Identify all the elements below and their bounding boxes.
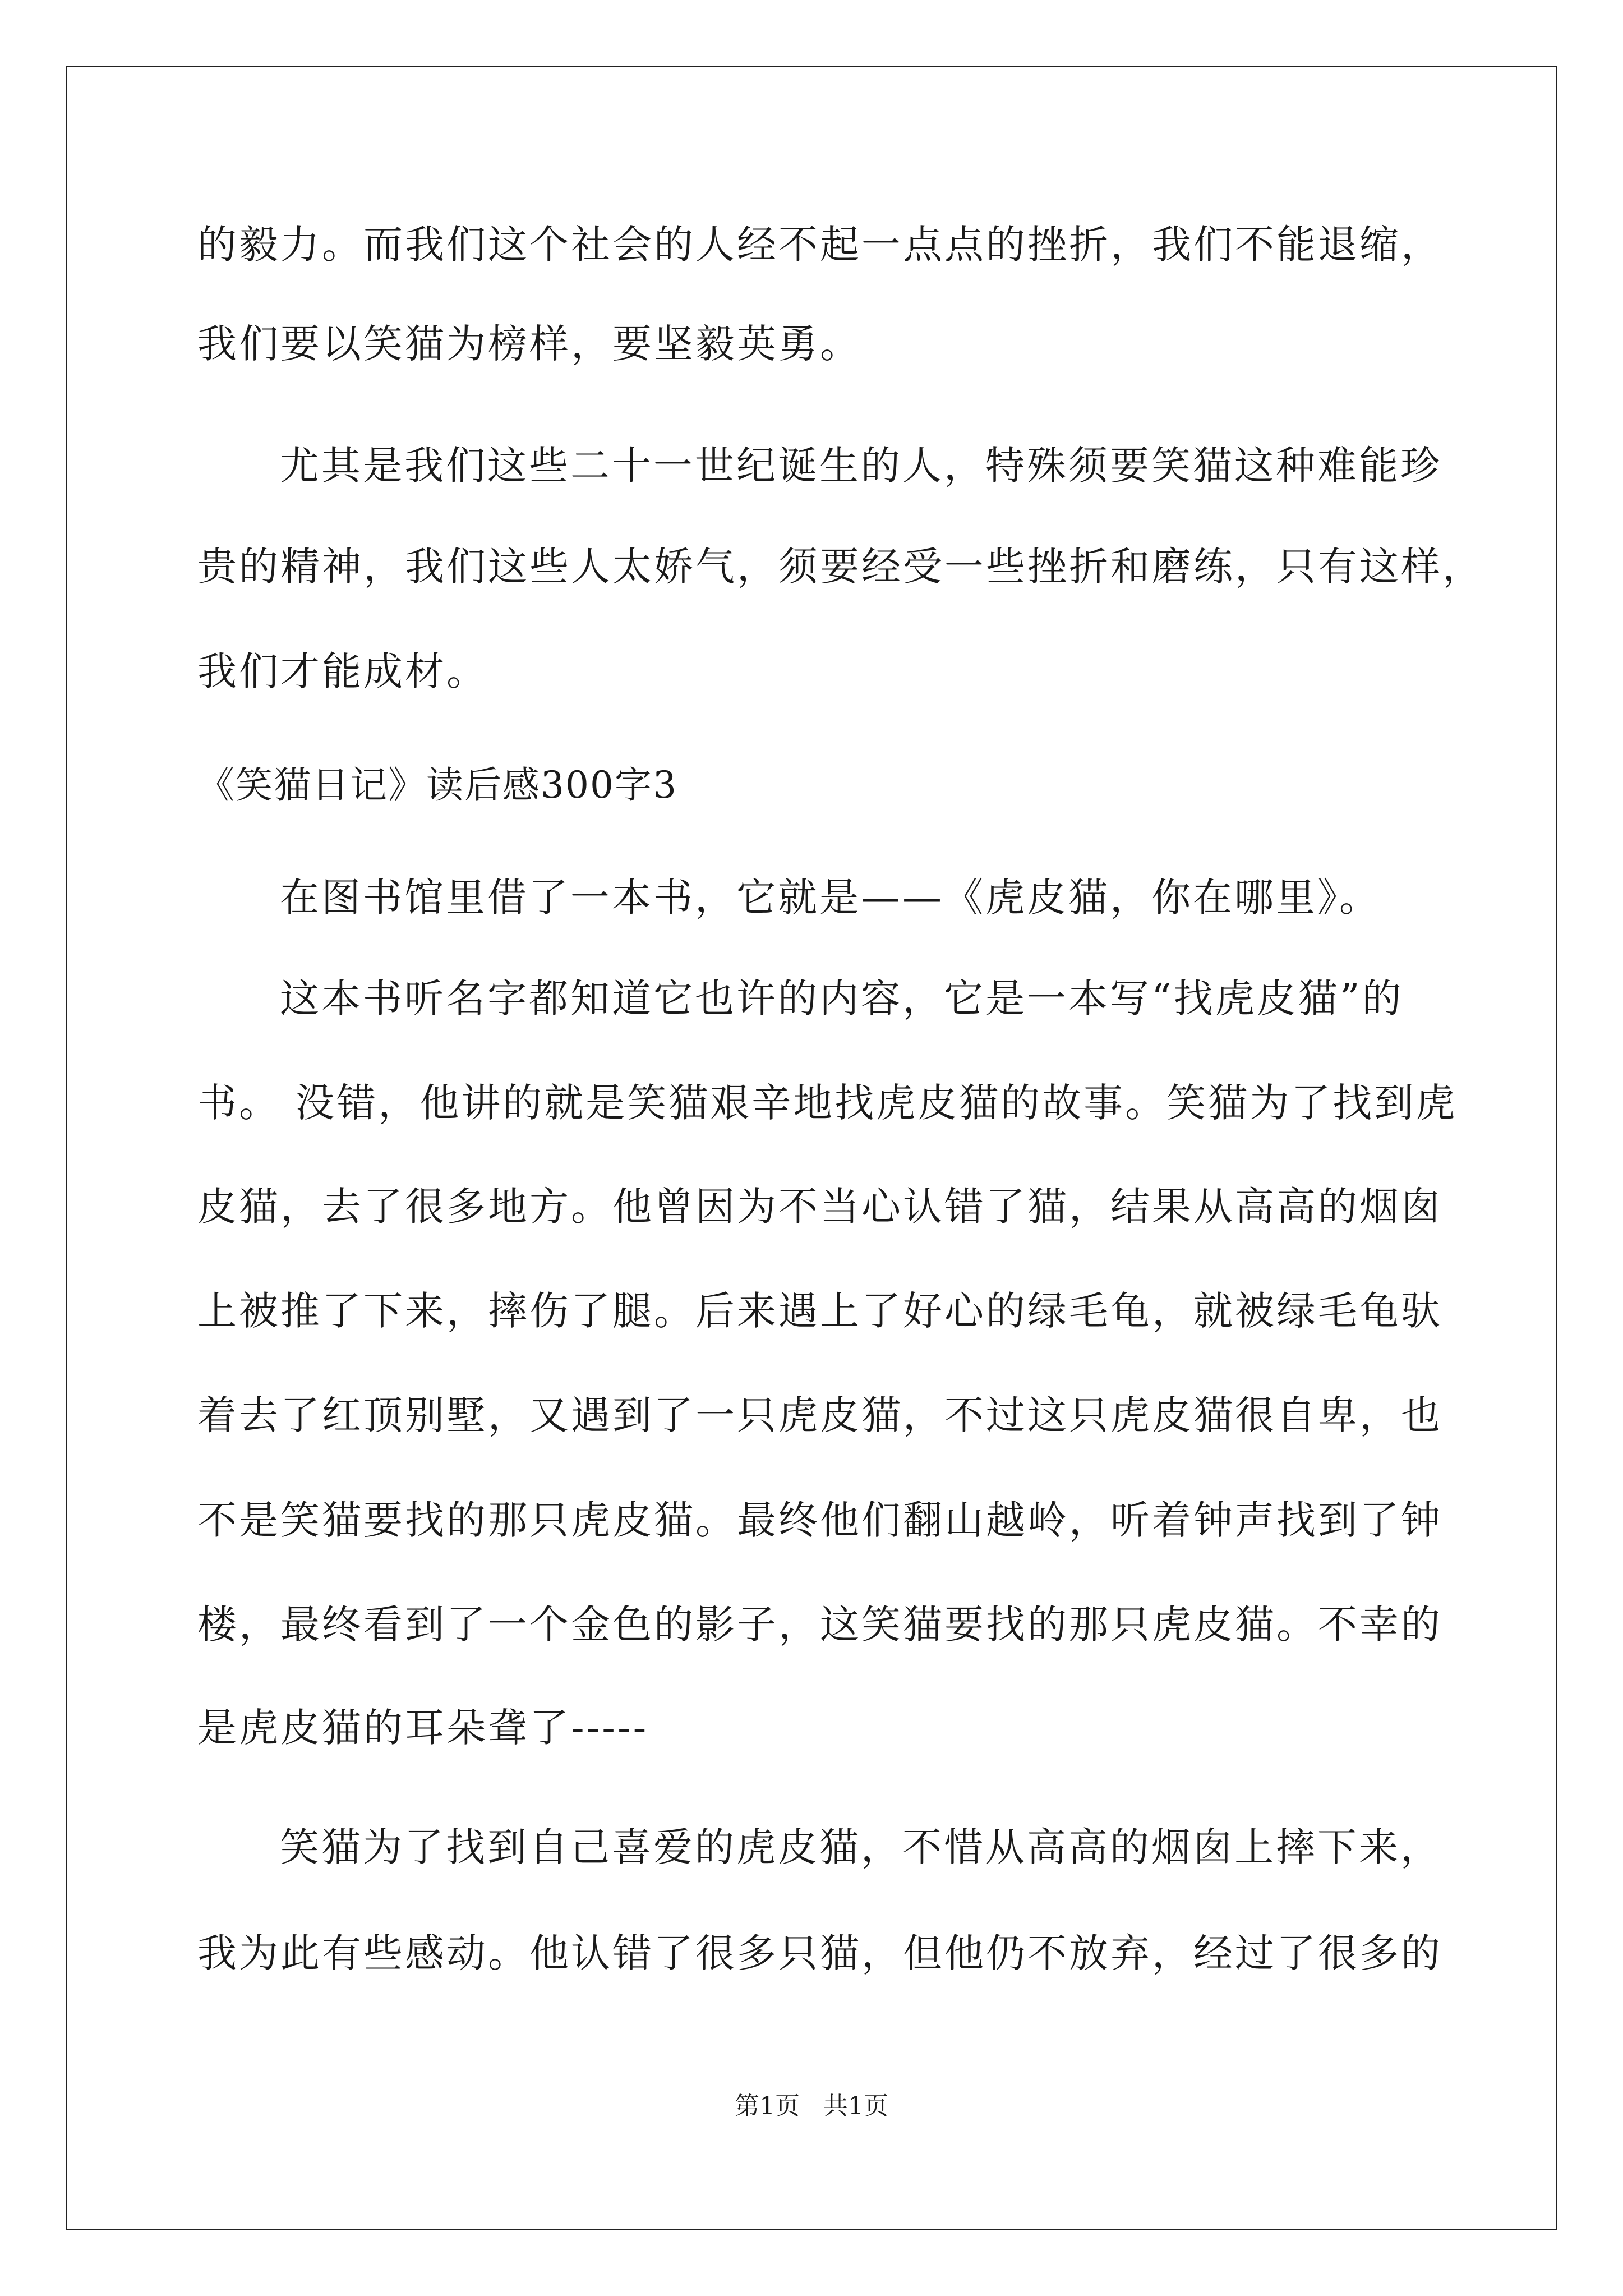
text-line: 书。 没错，他讲的就是笑猫艰辛地找虎皮猫的故事。笑猫为了找到虎 xyxy=(197,1080,1458,1126)
text-line: 我为此有些感动。他认错了很多只猫，但他仍不放弃，经过了很多的 xyxy=(197,1930,1442,1976)
section-heading: 《笑猫日记》读后感300字3 xyxy=(197,763,677,807)
text-line: 着去了红顶别墅，又遇到了一只虎皮猫，不过这只虎皮猫很自卑，也 xyxy=(197,1392,1442,1438)
page-border xyxy=(66,66,1557,2230)
paragraph-start: 这本书听名字都知道它也许的内容，它是一本写“找虎皮猫”的 xyxy=(280,976,1404,1022)
paragraph-start: 在图书馆里借了一本书，它就是——《虎皮猫，你在哪里》。 xyxy=(280,875,1381,921)
text-line: 上被推了下来，摔伤了腿。后来遇上了好心的绿毛龟，就被绿毛龟驮 xyxy=(197,1288,1442,1334)
text-line: 是虎皮猫的耳朵聋了----- xyxy=(197,1705,649,1751)
text-line: 皮猫，去了很多地方。他曾因为不当心认错了猫，结果从高高的烟囱 xyxy=(197,1184,1442,1230)
paragraph-start: 尤其是我们这些二十一世纪诞生的人，特殊须要笑猫这种难能珍 xyxy=(280,443,1442,489)
text-line: 不是笑猫要找的那只虎皮猫。最终他们翻山越岭，听着钟声找到了钟 xyxy=(197,1497,1442,1543)
paragraph-start: 笑猫为了找到自己喜爱的虎皮猫，不惜从高高的烟囱上摔下来， xyxy=(280,1824,1442,1870)
text-line: 贵的精神，我们这些人太娇气，须要经受一些挫折和磨练，只有这样， xyxy=(197,544,1484,590)
page-footer: 第1页 共1页 xyxy=(735,2092,888,2120)
text-line: 楼，最终看到了一个金色的影子，这笑猫要找的那只虎皮猫。不幸的 xyxy=(197,1602,1442,1648)
text-line: 我们要以笑猫为榜样，要坚毅英勇。 xyxy=(197,321,861,367)
text-line: 我们才能成材。 xyxy=(197,648,488,694)
text-line: 的毅力。而我们这个社会的人经不起一点点的挫折，我们不能退缩， xyxy=(197,222,1442,268)
